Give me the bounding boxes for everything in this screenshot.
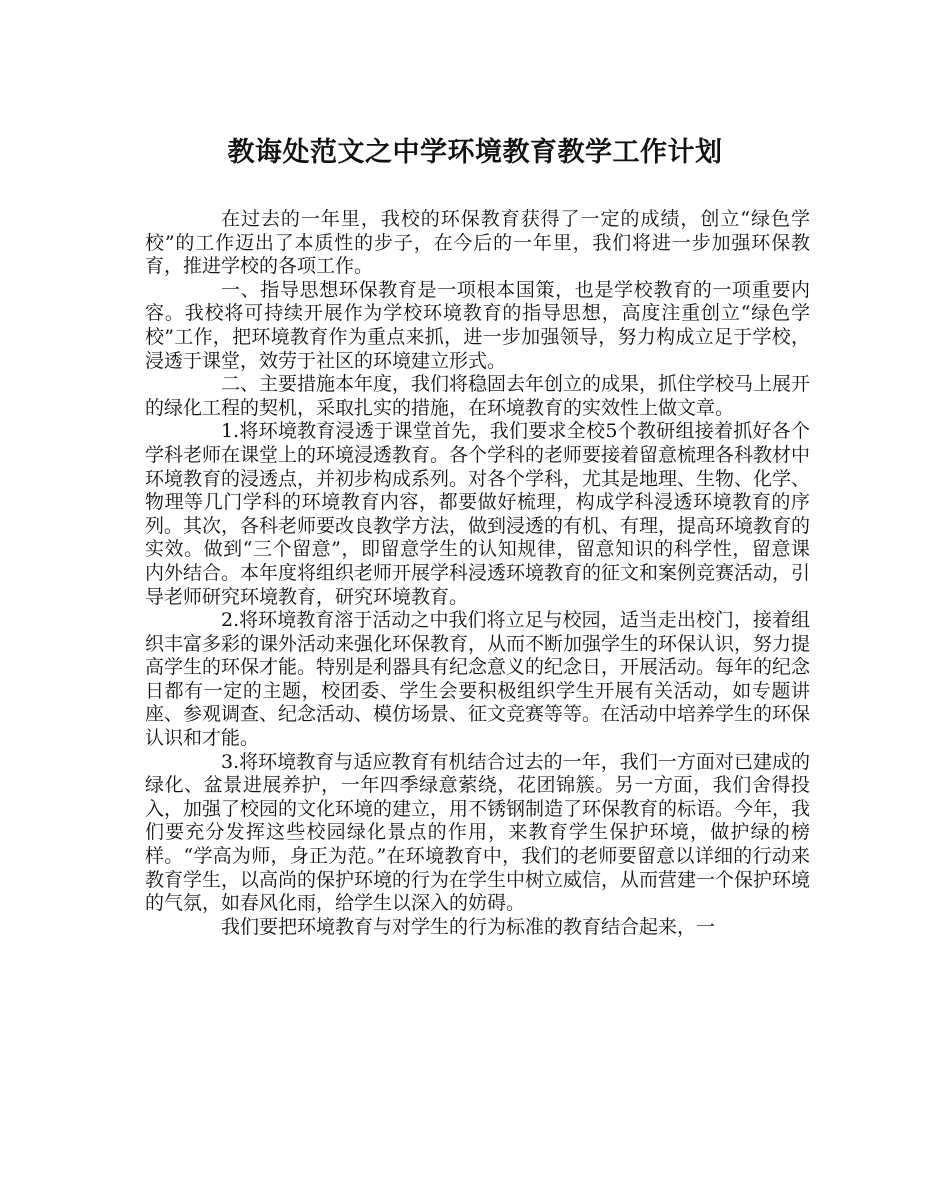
paragraph-measure-activities: 2.将环境教育溶于活动之中我们将立足与校园，适当走出校门，接着组织丰富多彩的课外活动来强化环保教育，从而不断加强学生的环保认识，努力提高学生的环保才能。特别是利器具有纪念意义的纪念日，开展活动。每年的纪念日都有一定的主题，校团委、学生会要积极组织学生开展有关活动，如专题讲座、参观调查、纪念活动、模仿场景、征文竞赛等等。在活动中培养学生的环保认识和才能。 [145, 609, 811, 750]
document-body [145, 208, 810, 939]
paragraph-guiding-ideology: 一、指导思想环保教育是一项根本国策，也是学校教育的一项重要内容。我校将可持续开展作为学校环境教育的指导思想，高度注重创立“绿色学校”工作，把环境教育作为重点来抓，进一步加强领导，努力构成立足于学校，浸透于课堂，效劳于社区的环境建立形式。 [145, 278, 810, 372]
paragraph-measure-environment: 3.将环境教育与适应教育有机结合过去的一年，我们一方面对已建成的绿化、盆景进展养护，一年四季绿意萦绕，花团锦簇。另一方面，我们舍得投入，加强了校园的文化环境的建立，用不锈钢制造了环保教育的标语。今年，我们要充分发挥这些校园绿化景点的作用，来教育学生保护环境，做护绿的榜样。“学高为师，身正为范。”在环境教育中，我们的老师要留意以详细的行动来教育学生，以高尚的保护环境的行为在学生中树立威信，从而营建一个保护环境的气氛，如春风化雨，给学生以深入的妨碍。 [145, 750, 811, 915]
document-title: 教诲处范文之中学环境教育教学工作计划 [227, 137, 723, 168]
paragraph-intro: 在过去的一年里，我校的环保教育获得了一定的成绩，创立“绿色学校”的工作迈出了本质性的步子，在今后的一年里，我们将进一步加强环保教育，推进学校的各项工作。 [145, 208, 810, 278]
paragraph-measure-classroom: 1.将环境教育浸透于课堂首先，我们要求全校5个教研组接着抓好各个学科老师在课堂上的环境浸透教育。各个学科的老师要接着留意梳理各科教材中环境教育的浸透点，并初步构成系列。对各个学科，尤其是地理、生物、化学、物理等几门学科的环境教育内容，都要做好梳理，构成学科浸透环境教育的序列。其次，各科老师要改良教学方法，做到浸透的有机、有理，提高环境教育的实效。做到“三个留意”，即留意学生的认知规律，留意知识的科学性，留意课内外结合。本年度将组织老师开展学科浸透环境教育的征文和案例竞赛活动，引导老师研究环境教育，研究环境教育。 [145, 420, 811, 608]
paragraph-main-measures: 二、主要措施本年度，我们将稳固去年创立的成果，抓住学校马上展开的绿化工程的契机，采取扎实的措施，在环境教育的实效性上做文章。 [145, 373, 811, 419]
paragraph-behavior-standards: 我们要把环境教育与对学生的行为标准的教育结合起来，一 [221, 915, 716, 938]
